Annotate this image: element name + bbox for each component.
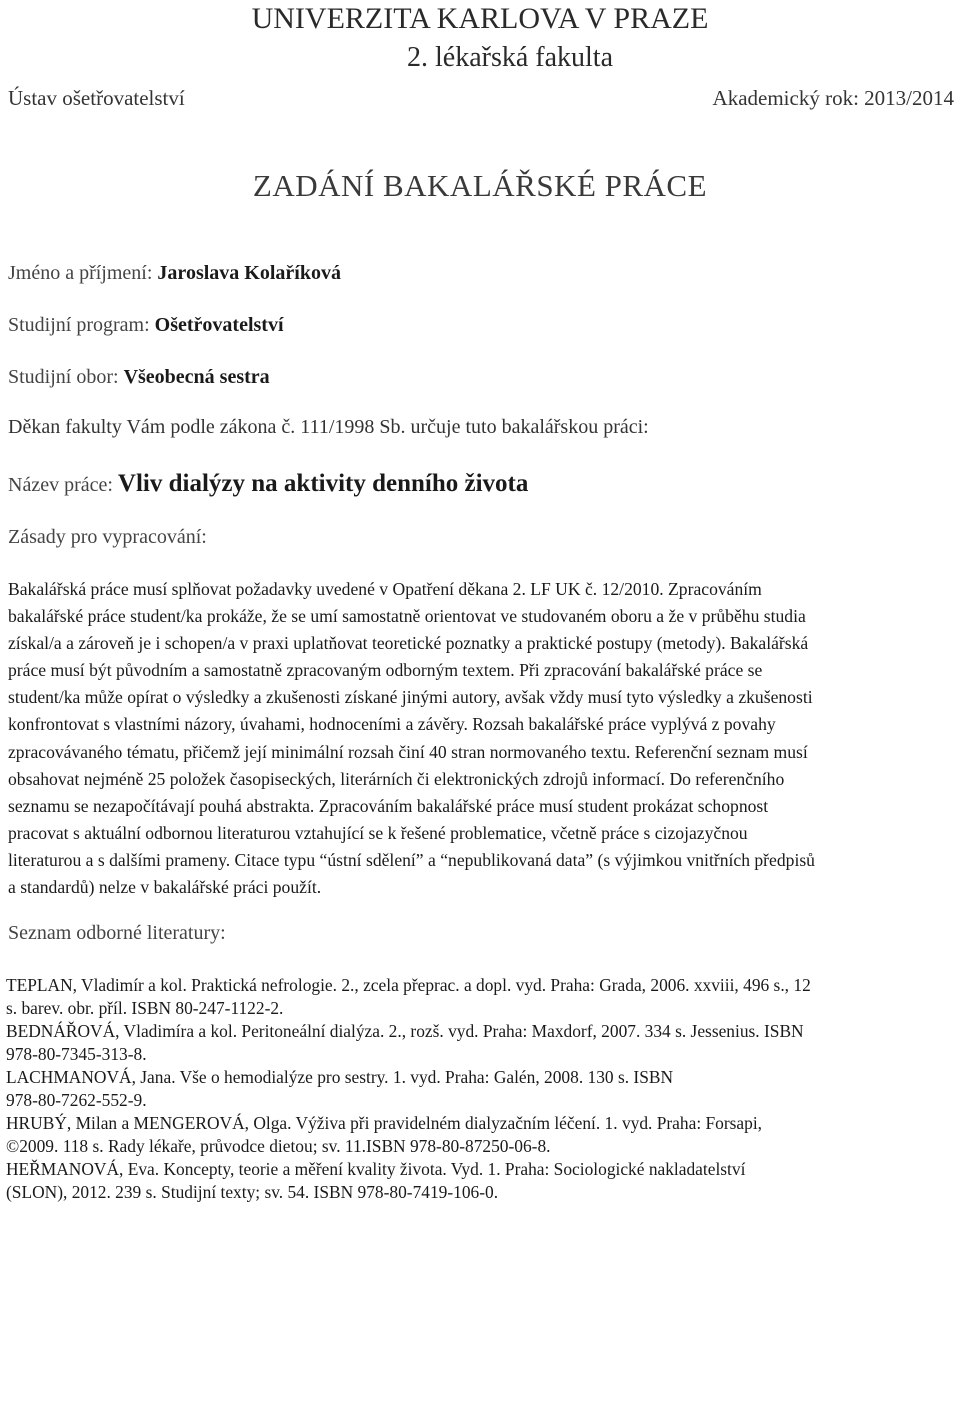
university-name: UNIVERZITA KARLOVA V PRAZE <box>251 2 709 35</box>
principles-line: Bakalářská práce musí splňovat požadavky uvedené v Opatření děkana 2. LF UK č. 12/2010. Zpracováním <box>8 579 762 599</box>
thesis-title-row <box>8 470 528 498</box>
principles-line: student/ka může opírat o výsledky a zkušenosti získané jinými autory, avšak vždy musí tyto výsledky a zkušenosti <box>8 687 813 708</box>
dean-statement: Děkan fakulty Vám podle zákona č. 111/1998 Sb. určuje tuto bakalářskou práci: <box>8 416 649 438</box>
principles-line: pracovat s aktuální odbornou literaturou vztahující se k řešené problematice, včetně práce s cizojazyčnou <box>8 822 748 843</box>
study-program-field <box>8 314 284 337</box>
faculty-name: 2. lékařská fakulta <box>406 42 614 73</box>
student-name-label: Jméno a příjmení: <box>8 262 153 284</box>
principles-heading: Zásady pro vypracování: <box>8 526 207 548</box>
literature-line: TEPLAN, Vladimír a kol. Praktická nefrologie. 2., zcela přeprac. a dopl. vyd. Praha: Grada, 2006. xxviii, 496 s., 12 <box>6 975 811 995</box>
study-program-label: Studijní program: <box>8 314 150 336</box>
student-name-value: Jaroslava Kolaříková <box>157 262 341 284</box>
principles-line: obsahovat nejméně 25 položek časopiseckých, literárních či elektronických zdrojů informací. Do referenčního <box>8 768 785 789</box>
literature-line: 978-80-7345-313-8. <box>6 1044 147 1064</box>
literature-list <box>6 974 956 1204</box>
academic-year: Akademický rok: 2013/2014 <box>712 86 954 110</box>
principles-line: konfrontovat s vlastními názory, úvahami, hodnoceními a závěry. Rozsah bakalářské práce vyplývá z povahy <box>8 714 776 735</box>
study-field-field <box>8 366 270 389</box>
principles-line: práce musí být původním a samostatně zpracovaným odborným textem. Při zpracování bakalářské práce se <box>8 660 763 681</box>
literature-line: ©2009. 118 s. Rady lékaře, průvodce dietou; sv. 11.ISBN 978-80-87250-06-8. <box>6 1136 551 1156</box>
thesis-title: Vliv dialýzy na aktivity denního života <box>117 470 529 497</box>
literature-line: LACHMANOVÁ, Jana. Vše o hemodialýze pro sestry. 1. vyd. Praha: Galén, 2008. 130 s. ISBN <box>6 1067 674 1087</box>
principles-line: a standardů) nelze v bakalářské práci použít. <box>8 877 322 898</box>
literature-line: HRUBÝ, Milan a MENGEROVÁ, Olga. Výživa při pravidelném dialyzačním léčení. 1. vyd. Praha: Forsapi, <box>6 1113 763 1133</box>
principles-line: literaturou a s dalšími prameny. Citace typu “ústní sdělení” a “nepublikovaná data” (s výjimkou vnitřních předpisů <box>8 849 815 870</box>
principles-text <box>8 576 952 901</box>
study-field-label: Studijní obor: <box>8 366 119 388</box>
principles-line: seznamu se nezapočítávají pouhá abstrakta. Zpracováním bakalářské práce musí student prokázat schopnost <box>8 795 769 816</box>
literature-heading: Seznam odborné literatury: <box>8 922 226 944</box>
principles-line: získal/a a zároveň je i schopen/a v praxi uplatňovat teoretické poznatky a praktické postupy (metody). Bakalářská <box>8 633 809 654</box>
institute-name: Ústav ošetřovatelství <box>8 86 185 110</box>
document-title: ZADÁNÍ BAKALÁŘSKÉ PRÁCE <box>252 168 708 203</box>
thesis-title-label: Název práce: <box>8 474 113 496</box>
principles-line: bakalářské práce student/ka prokáže, že se umí samostatně orientovat ve studovaném oboru a že v průběhu studia <box>8 606 806 627</box>
student-name-field <box>8 262 341 285</box>
literature-line: s. barev. obr. příl. ISBN 80-247-1122-2. <box>6 998 284 1018</box>
literature-line: HEŘMANOVÁ, Eva. Koncepty, teorie a měření kvality života. Vyd. 1. Praha: Sociologické nakladatelství <box>6 1159 746 1179</box>
literature-line: 978-80-7262-552-9. <box>6 1090 147 1110</box>
principles-line: zpracovávaného tématu, přičemž její minimální rozsah činí 40 stran normovaného textu. Referenční seznam musí <box>8 741 808 762</box>
study-program-value: Ošetřovatelství <box>154 314 284 336</box>
literature-line: (SLON), 2012. 239 s. Studijní texty; sv. 54. ISBN 978-80-7419-106-0. <box>6 1182 499 1202</box>
literature-line: BEDNÁŘOVÁ, Vladimíra a kol. Peritoneální dialýza. 2., rozš. vyd. Praha: Maxdorf, 2007. 334 s. Jessenius. ISBN <box>6 1021 804 1041</box>
study-field-value: Všeobecná sestra <box>123 366 270 388</box>
